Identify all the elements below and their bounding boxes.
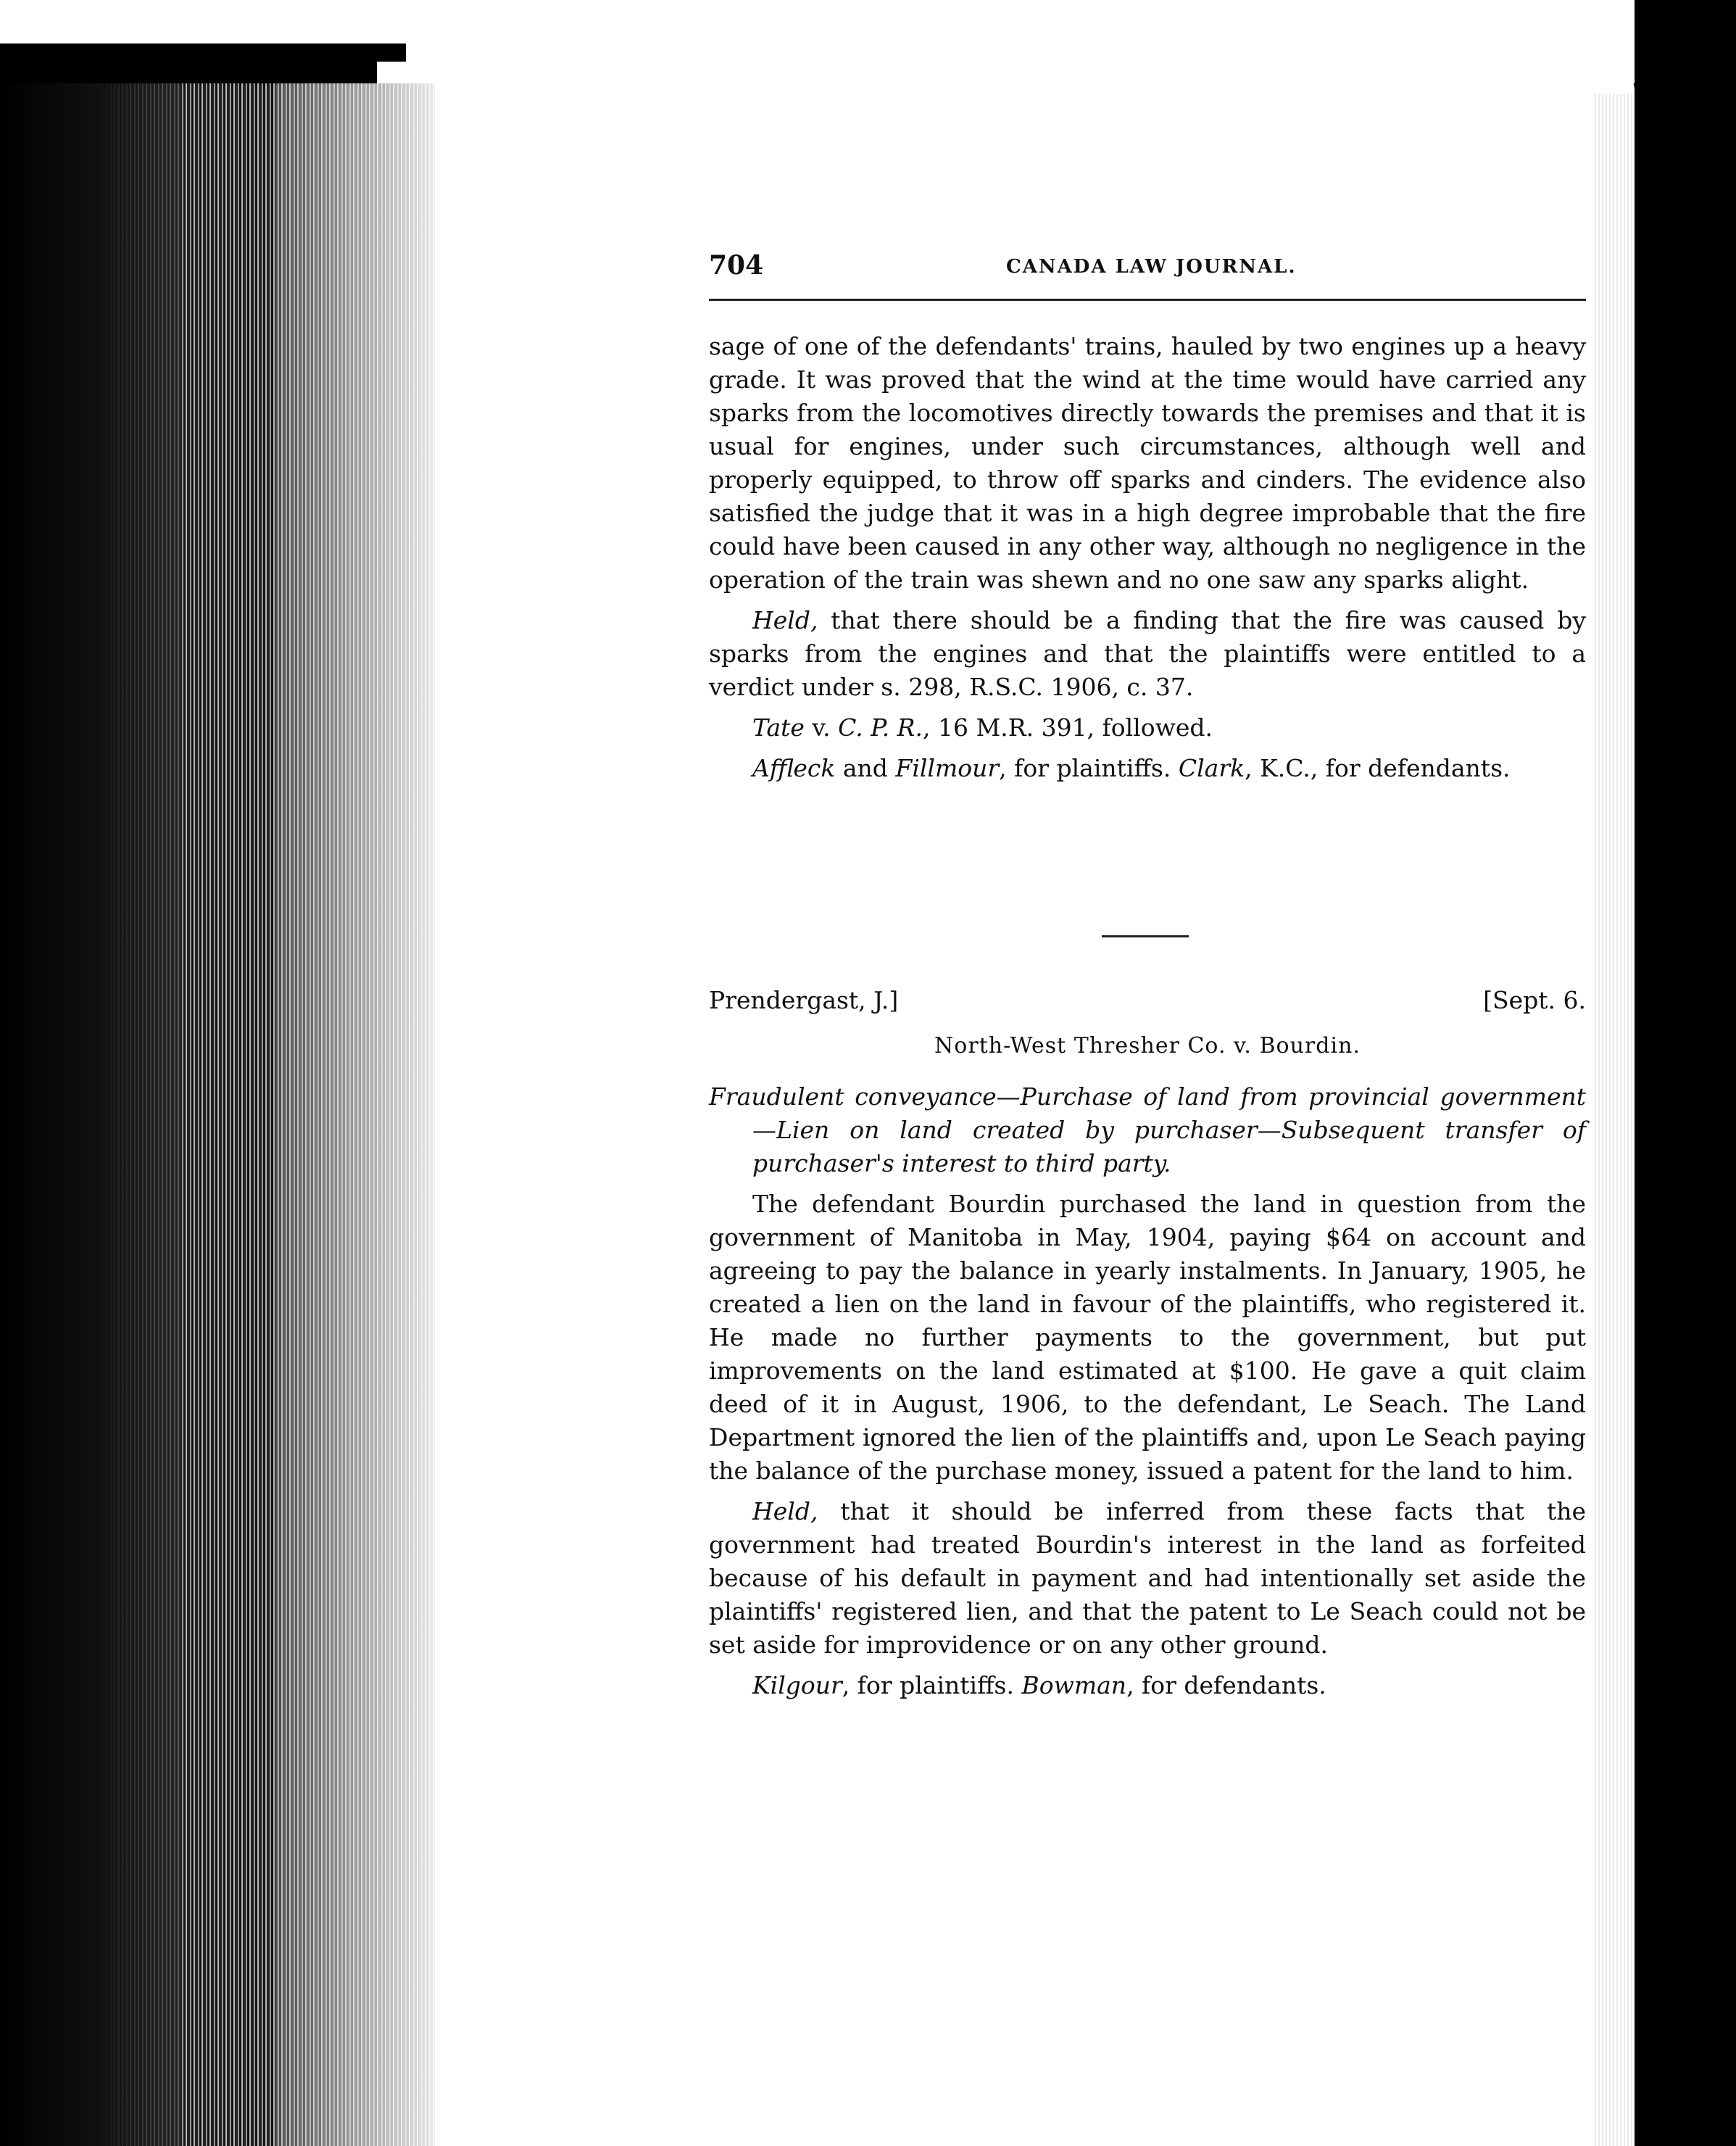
page-number: 704 (709, 250, 764, 281)
held-text-2: that it should be inferred from these facts that the government had treated Bourdin's interest in the land as forfeited because of his default in payment and had intentionally set aside the plaintiffs' registered lien, and that the patent to Le Seach could not be set aside for improvidence or on any other ground. (709, 1497, 1586, 1659)
counsel-paragraph-2 (709, 1669, 1586, 1702)
held-text: that there should be a finding that the fire was caused by sparks from the engines and that the plaintiffs were entitled to a verdict under s. 298, R.S.C. 1906, c. 37. (709, 606, 1586, 701)
counsel-for-plaintiffs-2: , for plaintiffs. (842, 1671, 1022, 1699)
counsel-b-2: Bowman (1021, 1671, 1127, 1699)
counsel-a-2: Kilgour (752, 1671, 842, 1699)
binding-shadow (0, 83, 181, 2146)
first-case-body (709, 330, 1586, 792)
case-title: North-West Thresher Co. v. Bourdin. (934, 1033, 1361, 1058)
facts-paragraph: sage of one of the defendants' trains, hauled by two engines up a heavy grade. It was proved that the wind at the time would have carried any sparks from the locomotives directly towards the premises and that it is usual for engines, under such circumstances, although well and properly equipped, to throw off sparks and cinders. The evidence also satisfied the judge that it was in a high degree improbable that the fire could have been caused in any other way, although no negligence in the operation of the train was shewn and no one saw any sparks alight. (709, 332, 1586, 594)
running-head: CANADA LAW JOURNAL. (1006, 256, 1297, 278)
held-label: Held, (752, 606, 818, 634)
case-judge-line (709, 986, 1586, 1022)
citation-case: Tate (752, 713, 805, 742)
counsel-for-defendants: , K.C., for defendants. (1245, 754, 1511, 782)
counsel-a: Affleck (752, 754, 836, 782)
scan-right-border (1635, 0, 1736, 2146)
counsel-b: Fillmour (895, 754, 1000, 782)
header-rule (709, 299, 1586, 301)
counsel-for-defendants-2: , for defendants. (1126, 1671, 1326, 1699)
citation-party: C. P. R. (838, 713, 923, 742)
holding-paragraph (709, 604, 1586, 704)
binding-fade (275, 83, 435, 2146)
counsel-paragraph (709, 752, 1586, 785)
counsel-c: Clark (1178, 754, 1245, 782)
judgment-date: [Sept. 6. (1483, 986, 1586, 1014)
page-edge-texture (1595, 94, 1638, 2146)
counsel-for-plaintiffs: , for plaintiffs. (999, 754, 1179, 782)
scan-frame-corner (0, 44, 406, 87)
citation-v: v. (804, 713, 839, 742)
second-case-body (709, 1080, 1586, 1710)
holding-paragraph-2 (709, 1495, 1586, 1662)
citation-rest: , 16 M.R. 391, followed. (923, 713, 1213, 742)
headnote: Fraudulent conveyance—Purchase of land from provincial government—Lien on land created by purchaser—Subsequent transfer of purchaser's interest to third party. (709, 1082, 1586, 1177)
judge-name: Prendergast, J.] (709, 986, 899, 1014)
citation-paragraph (709, 711, 1586, 745)
page-header (709, 250, 1586, 286)
facts-paragraph-2: The defendant Bourdin purchased the land in question from the government of Manitoba in May, 1904, paying $64 on account and agreeing to pay the balance in yearly instalments. In January, 1905, he created a lien on the land in favour of the plaintiffs, who registered it. He made no further payments to the government, but put improvements on the land estimated at $100. He gave a quit claim deed of it in August, 1906, to the defendant, Le Seach. The Land Department ignored the lien of the plaintiffs and, upon Le Seach paying the balance of the purchase money, issued a patent for the land to him. (709, 1190, 1586, 1485)
held-label-2: Held, (752, 1497, 818, 1525)
section-separator (1102, 935, 1189, 937)
counsel-and: and (835, 754, 896, 782)
